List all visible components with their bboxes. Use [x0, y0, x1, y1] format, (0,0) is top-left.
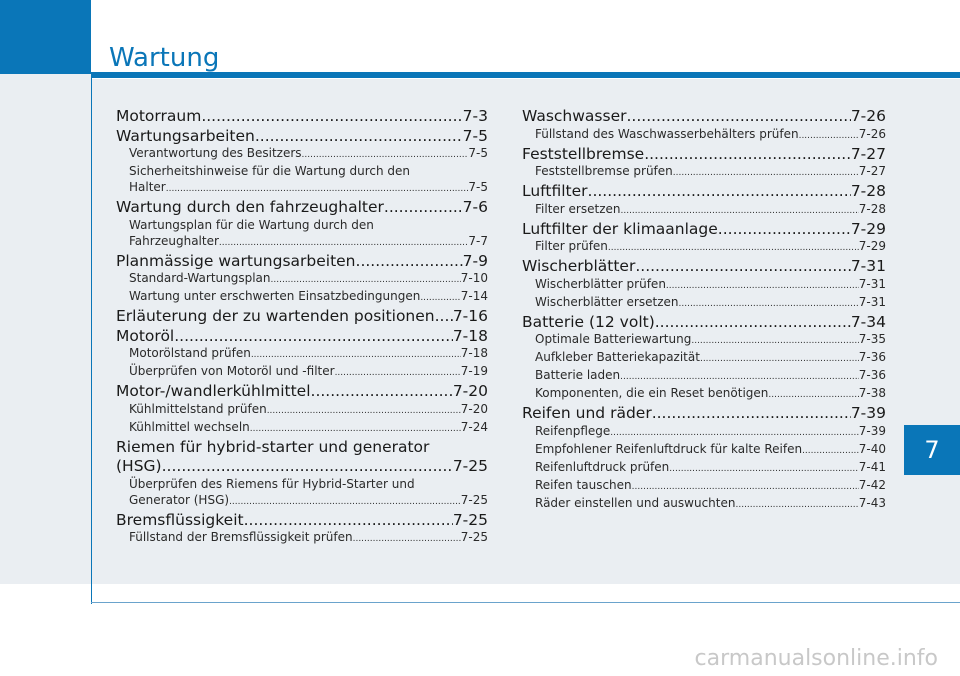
toc-page-number: 7-40	[858, 441, 886, 456]
toc-subentry[interactable]	[522, 238, 886, 256]
toc-page-number: 7-41	[858, 459, 886, 474]
toc-page-number: 7-20	[452, 382, 488, 400]
toc-subentry[interactable]	[116, 419, 488, 437]
toc-page-number: 7-20	[460, 401, 488, 416]
toc-page-number: 7-18	[452, 326, 488, 345]
toc-label: Motoröl	[116, 326, 175, 345]
toc-column-right	[522, 106, 886, 513]
toc-leader	[635, 257, 850, 276]
toc-page-number: 7-36	[858, 368, 886, 382]
toc-page-number: 7-14	[460, 289, 488, 303]
toc-column-left	[116, 106, 488, 547]
toc-heading[interactable]	[116, 107, 488, 126]
toc-subentry[interactable]	[116, 179, 488, 197]
toc-page-number: 7-31	[858, 294, 886, 309]
toc-page-number: 7-29	[858, 239, 886, 253]
toc-heading-line[interactable]: Riemen für hybrid-starter und generator	[116, 437, 430, 456]
toc-label: Reifenluftdruck prüfen	[535, 459, 670, 474]
toc-label: Motorraum	[116, 107, 202, 125]
toc-leader	[666, 276, 859, 294]
toc-subentry[interactable]	[522, 495, 886, 513]
toc-leader	[691, 331, 858, 349]
toc-leader	[255, 127, 463, 146]
corner-block	[0, 0, 91, 74]
toc-heading[interactable]	[116, 127, 488, 146]
toc-page-number: 7-28	[858, 201, 886, 216]
toc-label: Empfohlener Reifenluftdruck für kalte Reifen	[535, 441, 803, 456]
page-title: Wartung	[109, 43, 220, 73]
toc-heading[interactable]	[522, 220, 886, 239]
header-band	[91, 0, 960, 74]
toc-leader	[302, 145, 469, 163]
toc-subentry[interactable]	[522, 126, 886, 144]
toc-label: Kühlmittel wechseln	[129, 419, 250, 434]
toc-page-number: 7-42	[858, 477, 886, 492]
toc-heading[interactable]	[116, 382, 488, 401]
toc-leader	[174, 327, 453, 346]
toc-page-number: 7-38	[858, 386, 886, 400]
toc-page-number: 7-16	[452, 307, 488, 325]
toc-page-number: 7-39	[850, 404, 886, 422]
toc-subentry[interactable]	[116, 401, 488, 419]
toc-subentry[interactable]	[116, 270, 488, 288]
toc-subentry[interactable]	[116, 529, 488, 547]
toc-page-number: 7-5	[468, 146, 488, 160]
toc-heading[interactable]	[116, 252, 488, 271]
toc-label: Bremsflüssigkeit	[116, 510, 244, 529]
toc-page-number: 7-35	[858, 332, 886, 346]
toc-subentry[interactable]	[522, 423, 886, 441]
toc-leader	[311, 382, 453, 401]
toc-leader	[420, 288, 460, 306]
toc-label: Standard-Wartungsplan	[129, 271, 271, 285]
toc-heading[interactable]	[522, 257, 886, 276]
toc-subentry[interactable]	[116, 145, 488, 163]
toc-leader	[802, 441, 859, 459]
toc-page-number: 7-18	[460, 346, 488, 360]
toc-label: Erläuterung der zu wartenden positionen	[116, 307, 435, 325]
toc-page-number: 7-5	[462, 126, 488, 145]
toc-subentry[interactable]	[522, 367, 886, 385]
toc-heading[interactable]	[522, 182, 886, 201]
toc-subentry[interactable]	[116, 492, 488, 510]
toc-leader	[250, 419, 461, 437]
toc-subentry[interactable]	[116, 363, 488, 381]
toc-label: Wartung durch den fahrzeughalter	[116, 198, 384, 216]
toc-page-number: 7-27	[850, 144, 886, 163]
toc-subentry[interactable]	[522, 294, 886, 312]
toc-label: Füllstand des Waschwasserbehälters prüfen	[535, 126, 799, 141]
toc-heading[interactable]	[116, 327, 488, 346]
watermark: carmanualsonline.info	[694, 646, 938, 671]
toc-leader	[162, 457, 453, 476]
toc-label: Planmässige wartungsarbeiten	[116, 251, 356, 270]
toc-label: Fahrzeughalter	[129, 233, 219, 248]
toc-page-number: 7-28	[850, 182, 886, 200]
toc-leader	[219, 233, 468, 251]
toc-heading[interactable]	[522, 145, 886, 164]
toc-leader	[356, 252, 463, 271]
toc-page-number: 7-43	[858, 495, 886, 510]
toc-label: Halter	[129, 180, 166, 194]
toc-page-number: 7-25	[460, 530, 488, 544]
toc-page-number: 7-25	[452, 457, 488, 475]
toc-label: Kühlmittelstand prüfen	[129, 401, 267, 416]
toc-leader	[166, 179, 469, 197]
toc-page-number: 7-29	[850, 219, 886, 238]
toc-label: Verantwortung des Besitzers	[129, 146, 302, 160]
toc-page-number: 7-24	[460, 419, 488, 434]
toc-heading[interactable]	[522, 107, 886, 126]
toc-subentry[interactable]	[522, 349, 886, 367]
toc-page-number: 7-7	[468, 233, 488, 248]
margin-rule	[91, 74, 92, 604]
toc-subentry[interactable]	[116, 345, 488, 363]
toc-subentry[interactable]	[522, 385, 886, 403]
toc-leader	[799, 126, 859, 144]
toc-label: Motorölstand prüfen	[129, 346, 251, 360]
toc-heading[interactable]	[116, 198, 488, 217]
toc-heading[interactable]	[116, 511, 488, 530]
toc-label: Luftfilter der klimaanlage	[522, 219, 718, 238]
toc-page-number: 7-6	[462, 198, 488, 216]
toc-heading[interactable]	[522, 313, 886, 332]
toc-leader	[271, 270, 461, 288]
toc-subentry[interactable]	[522, 441, 886, 459]
toc-subentry-line[interactable]: Sicherheitshinweise für die Wartung durch den	[129, 164, 411, 178]
toc-subentry[interactable]	[116, 233, 488, 251]
toc-page-number: 7-25	[460, 492, 488, 507]
toc-leader	[620, 201, 858, 219]
toc-label: (HSG)	[116, 457, 162, 475]
toc-page-number: 7-26	[850, 107, 886, 125]
toc-page-number: 7-26	[858, 126, 886, 141]
toc-leader	[700, 349, 859, 367]
toc-label: Wischerblätter ersetzen	[535, 294, 679, 309]
toc-label: Filter prüfen	[535, 239, 608, 253]
toc-leader	[627, 107, 851, 126]
toc-subentry[interactable]	[522, 477, 886, 495]
toc-page-number: 7-31	[858, 276, 886, 291]
toc-leader	[435, 307, 453, 326]
toc-label: Wischerblätter prüfen	[535, 276, 666, 291]
toc-leader	[608, 238, 859, 256]
toc-label: Komponenten, die ein Reset benötigen	[535, 386, 769, 400]
toc-leader	[669, 459, 858, 477]
toc-leader	[229, 492, 461, 510]
toc-leader	[652, 404, 851, 423]
toc-label: Füllstand der Bremsflüssigkeit prüfen	[129, 530, 353, 544]
toc-leader	[353, 529, 461, 547]
toc-subentry[interactable]	[522, 163, 886, 181]
chapter-tab[interactable]: 7	[904, 425, 960, 475]
toc-label: Luftfilter	[522, 182, 588, 200]
toc-heading[interactable]	[116, 307, 488, 326]
toc-label: Reifenpflege	[535, 423, 611, 438]
toc-page-number: 7-39	[858, 423, 886, 438]
toc-label: Waschwasser	[522, 107, 627, 125]
toc-leader	[768, 385, 858, 403]
toc-label: Reifen und räder	[522, 404, 652, 422]
toc-label: Überprüfen von Motoröl und -filter	[129, 364, 335, 378]
toc-leader	[620, 367, 859, 385]
toc-leader	[673, 163, 859, 181]
toc-page-number: 7-36	[858, 350, 886, 364]
toc-heading[interactable]	[116, 457, 488, 476]
toc-heading[interactable]	[522, 404, 886, 423]
footer-rule	[91, 602, 960, 603]
toc-label: Generator (HSG)	[129, 492, 230, 507]
toc-label: Räder einstellen und auswuchten	[535, 495, 736, 510]
toc-label: Aufkleber Batteriekapazität	[535, 350, 700, 364]
toc-leader	[384, 198, 463, 217]
toc-leader	[679, 294, 859, 312]
toc-label: Batterie laden	[535, 368, 621, 382]
toc-label: Feststellbremse prüfen	[535, 164, 673, 178]
toc-page-number: 7-3	[462, 107, 488, 125]
toc-subentry-line[interactable]: Wartungsplan für die Wartung durch den	[129, 217, 374, 232]
toc-label: Feststellbremse	[522, 144, 645, 163]
toc-leader	[735, 495, 858, 513]
toc-label: Motor-/wandlerkühlmittel	[116, 382, 311, 400]
toc-leader	[632, 477, 859, 495]
toc-page-number: 7-34	[850, 312, 886, 331]
toc-page-number: 7-31	[850, 257, 886, 275]
toc-leader	[610, 423, 858, 441]
toc-page-number: 7-9	[462, 251, 488, 270]
toc-page-number: 7-27	[858, 164, 886, 178]
toc-page-number: 7-25	[452, 510, 488, 529]
toc-label: Wartungsarbeiten	[116, 126, 255, 145]
toc-label: Wischerblätter	[522, 257, 636, 275]
toc-subentry[interactable]	[116, 288, 488, 306]
header-subrule	[91, 78, 960, 79]
toc-page-number: 7-19	[460, 364, 488, 378]
toc-subentry[interactable]	[522, 459, 886, 477]
toc-leader	[588, 182, 851, 201]
toc-leader	[335, 363, 461, 381]
toc-leader	[655, 313, 851, 332]
toc-leader	[251, 345, 461, 363]
toc-label: Batterie (12 volt)	[522, 312, 655, 331]
toc-subentry[interactable]	[522, 276, 886, 294]
toc-leader	[644, 145, 851, 164]
toc-leader	[267, 401, 461, 419]
toc-label: Filter ersetzen	[535, 201, 621, 216]
toc-page-number: 7-5	[468, 180, 488, 194]
toc-label: Wartung unter erschwerten Einsatzbedingungen	[129, 289, 421, 303]
toc-page-number: 7-10	[460, 271, 488, 285]
toc-subentry[interactable]	[522, 201, 886, 219]
toc-leader	[201, 107, 462, 126]
toc-leader	[718, 220, 851, 239]
toc-subentry-line[interactable]: Überprüfen des Riemens für Hybrid-Starter und	[129, 476, 415, 491]
toc-label: Reifen tauschen	[535, 477, 632, 492]
toc-subentry[interactable]	[522, 331, 886, 349]
toc-leader	[244, 511, 453, 530]
toc-label: Optimale Batteriewartung	[535, 332, 692, 346]
